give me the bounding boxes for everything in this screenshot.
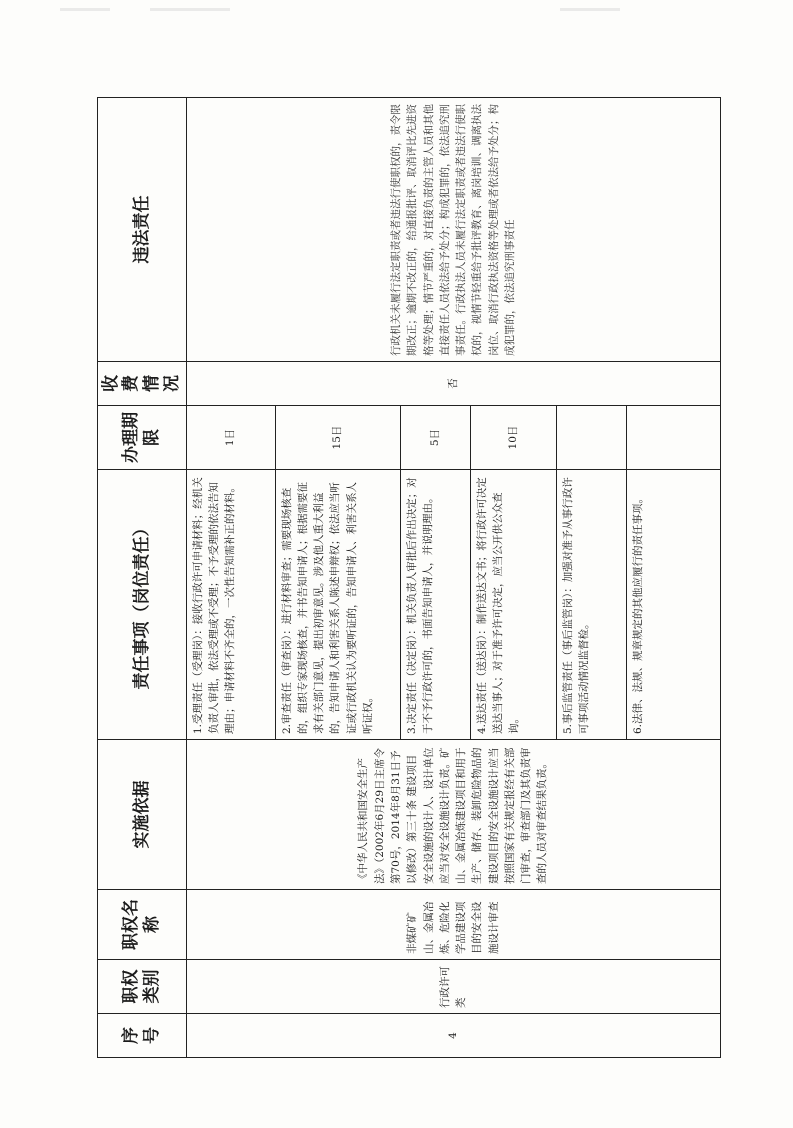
duty-6-deadline [626,406,720,470]
row-fee: 否 [186,362,720,406]
header-no: 序号 [98,1014,187,1058]
scan-artifact [560,8,620,11]
duty-5-text: 5.事后监管责任（事后监管岗）：加强对准予从事行政许可事项活动情况监督检。 [556,470,626,740]
row-category: 行政许可类 [186,960,720,1014]
header-duties: 责任事项（岗位责任） [98,470,187,740]
duty-3-text: 3.决定责任（决定岗）：机关负责人审批后作出决定；对于不予行政许可的，书面告知申请人，并说明理由。 [400,470,470,740]
duty-2-deadline: 15日 [275,406,400,470]
duty-5-deadline [556,406,626,470]
duty-1-text: 1.受理责任（受理岗）：接收行政许可申请材料；经机关负责人审批，依法受理或不受理；不予受理的依法告知理由；申请材料不齐全的，一次性告知需补正的材料。 [186,470,275,740]
row-name: 非煤矿矿山、金属冶炼、危险化学品建设项目的安全设施设计审查 [186,890,720,960]
scan-artifact [150,8,230,11]
duty-6-text: 6.法律、法规、规章规定的其他应履行的责任事项。 [626,470,720,740]
duty-2-text: 2.审查责任（审查岗）：进行材料审查；需要现场核查的，组织专家现场核查，并书告知申请人；根据需要征求有关部门意见，提出初审意见。涉及他人重大利益的，告知申请人和利害关系人陈述申辩权；依法应当听证或行政机关认为要听证的，告知申请人、利害关系人听证权。 [275,470,400,740]
header-violation: 违法责任 [98,98,187,362]
duty-3-deadline: 5日 [400,406,470,470]
duty-4-text: 4.送达责任（送达岗）：制作送达文书；将行政许可决定送达当事人；对于准予许可决定，应当公开供公众查询。 [470,470,556,740]
header-fee: 收费情况 [98,362,187,406]
duty-table [97,97,721,1058]
duty-1-deadline: 1日 [186,406,275,470]
row-no: 4 [186,1014,720,1058]
header-category: 职权类别 [98,960,187,1014]
header-basis: 实施依据 [98,740,187,890]
rotated-table-wrapper [97,98,697,1058]
scan-artifact [60,8,110,11]
header-name: 职权名称 [98,890,187,960]
table-row [186,98,275,1058]
table-header-row [98,98,187,1058]
row-basis: 《中华人民共和国安全生产法》（2002年6月29日主席令第70号，2014年8月31日予以修改）第三十条 建设项目安全设施的设计人、设计单位应当对安全设施设计负责。矿山、金属冶炼建设项目和用于生产、储存、装卸危险物品的建设项目的安全设施设计应当按照国家有关规定报经有关部门审查，审查部门及其负责审查的人员对审查结果负责。 [186,740,720,890]
row-violation: 行政机关未履行法定职责或者违法行使职权的，责令限期改正；逾期不改正的，给通报批评、取消评比先进资格等处理；情节严重的，对直接负责的主管人员和其他直接责任人员依法给予处分；构成犯罪的，依法追究刑事责任。行政执法人员未履行法定职责或者违法行使职权的，视情节轻重给予批评教育、离岗培训、调离执法岗位、取消行政执法资格等处理或者依法给予处分；构成犯罪的，依法追究刑事责任 [186,98,720,362]
header-deadline: 办理期限 [98,406,187,470]
duty-4-deadline: 10日 [470,406,556,470]
